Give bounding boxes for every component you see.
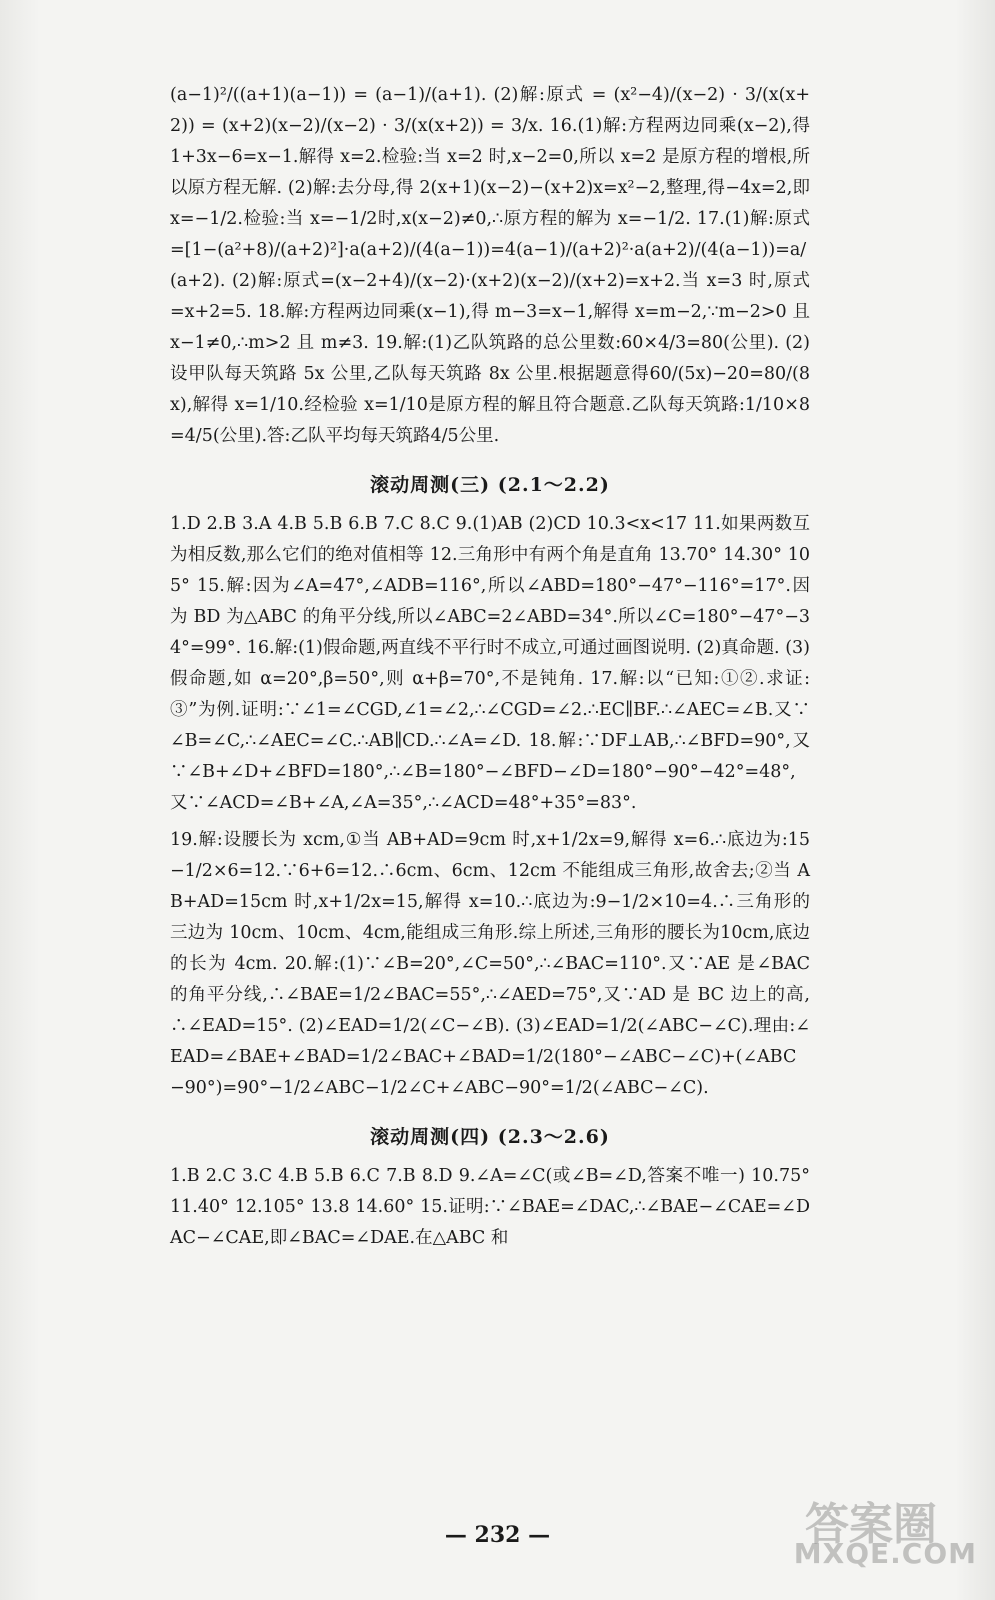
answer-paragraph: (a−1)²/((a+1)(a−1)) = (a−1)/(a+1). (2)解:原式 = (x²−4)/(x−2) · 3/(x(x+2)) = (x+2)(x−2)/(x−2) · 3/(x(x+2)) = 3/x. 16.(1)解:方程两边同乘(x−2),得 1+3x−6=x−1.解得 x=2.检验:当 x=2 时,x−2=0,所以 x=2 是原方程的增根,所以原方程无解. (2)解:去分母,得 2(x+1)(x−2)−(x+2)x=x²−2,整理,得−4x=2,即 x=−1/2.检验:当 x=−1/2时,x(x−2)≠0,∴原方程的解为 x=−1/2. 17.(1)解:原式=[1−(a²+8)/(a+2)²]·a(a+2)/(4(a−1))=4(a−1)/(a+2)²·a(a+2)/(4(a−1))=a/(a+2). (2)解:原式=(x−2+4)/(x−2)·(x+2)(x−2)/(x+2)=x+2.当 x=3 时,原式=x+2=5. 18.解:方程两边同乘(x−1),得 m−3=x−1,解得 x=m−2,∵m−2>0 且 x−1≠0,∴m>2 且 m≠3. 19.解:(1)乙队筑路的总公里数:60×4/3=80(公里). (2)设甲队每天筑路 5x 公里,乙队每天筑路 8x 公里.根据题意得60/(5x)−20=80/(8x),解得 x=1/10.经检验 x=1/10是原方程的解且符合题意.乙队每天筑路:1/10×8=4/5(公里).答:乙队平均每天筑路4/5公里.: [170, 85, 810, 446]
section-title: 滚动周测(四) (2.3～2.6): [370, 1126, 610, 1148]
watermark-url: MXQE.COM: [793, 1537, 977, 1570]
watermark-logo: [767, 1488, 977, 1570]
section-title: 滚动周测(三) (2.1～2.2): [370, 474, 610, 496]
page-number: — 232 —: [444, 1522, 551, 1548]
page-content: [170, 80, 810, 1254]
answer-paragraph: 1.B 2.C 3.C 4.B 5.B 6.C 7.B 8.D 9.∠A=∠C(或∠B=∠D,答案不唯一) 10.75° 11.40° 12.105° 13.8 14.60° 15.证明:∵∠BAE=∠DAC,∴∠BAE−∠CAE=∠DAC−∠CAE,即∠BAC=∠DAE.在△ABC 和: [170, 1166, 810, 1248]
answer-paragraph: 19.解:设腰长为 xcm,①当 AB+AD=9cm 时,x+1/2x=9,解得 x=6.∴底边为:15−1/2×6=12.∵6+6=12.∴6cm、6cm、12cm 不能组成三角形,故舍去;②当 AB+AD=15cm 时,x+1/2x=15,解得 x=10.∴底边为:9−1/2×10=4.∴三角形的三边为 10cm、10cm、4cm,能组成三角形.综上所述,三角形的腰长为10cm,底边的长为 4cm. 20.解:(1)∵∠B=20°,∠C=50°,∴∠BAC=110°.又∵AE 是∠BAC 的角平分线,∴∠BAE=1/2∠BAC=55°,∴∠AED=75°,又∵AD 是 BC 边上的高,∴∠EAD=15°. (2)∠EAD=1/2(∠C−∠B). (3)∠EAD=1/2(∠ABC−∠C).理由:∠EAD=∠BAE+∠BAD=1/2∠BAC+∠BAD=1/2(180°−∠ABC−∠C)+(∠ABC−90°)=90°−1/2∠ABC−1/2∠C+∠ABC−90°=1/2(∠ABC−∠C).: [170, 830, 810, 1098]
answer-paragraph: 1.D 2.B 3.A 4.B 5.B 6.B 7.C 8.C 9.(1)AB (2)CD 10.3<x<17 11.如果两数互为相反数,那么它们的绝对值相等 12.三角形中有两个角是直角 13.70° 14.30° 105° 15.解:因为∠A=47°,∠ADB=116°,所以∠ABD=180°−47°−116°=17°.因为 BD 为△ABC 的角平分线,所以∠ABC=2∠ABD=34°.所以∠C=180°−47°−34°=99°. 16.解:(1)假命题,两直线不平行时不成立,可通过画图说明. (2)真命题. (3)假命题,如 α=20°,β=50°,则 α+β=70°,不是钝角. 17.解:以“已知:①②.求证:③”为例.证明:∵∠1=∠CGD,∠1=∠2,∴∠CGD=∠2.∴EC∥BF.∴∠AEC=∠B.又∵∠B=∠C,∴∠AEC=∠C.∴AB∥CD.∴∠A=∠D. 18.解:∵DF⊥AB,∴∠BFD=90°,又∵∠B+∠D+∠BFD=180°,∴∠B=180°−∠BFD−∠D=180°−90°−42°=48°,又∵∠ACD=∠B+∠A,∠A=35°,∴∠ACD=48°+35°=83°.: [170, 514, 810, 813]
watermark-text: 答案圈: [805, 1499, 937, 1550]
